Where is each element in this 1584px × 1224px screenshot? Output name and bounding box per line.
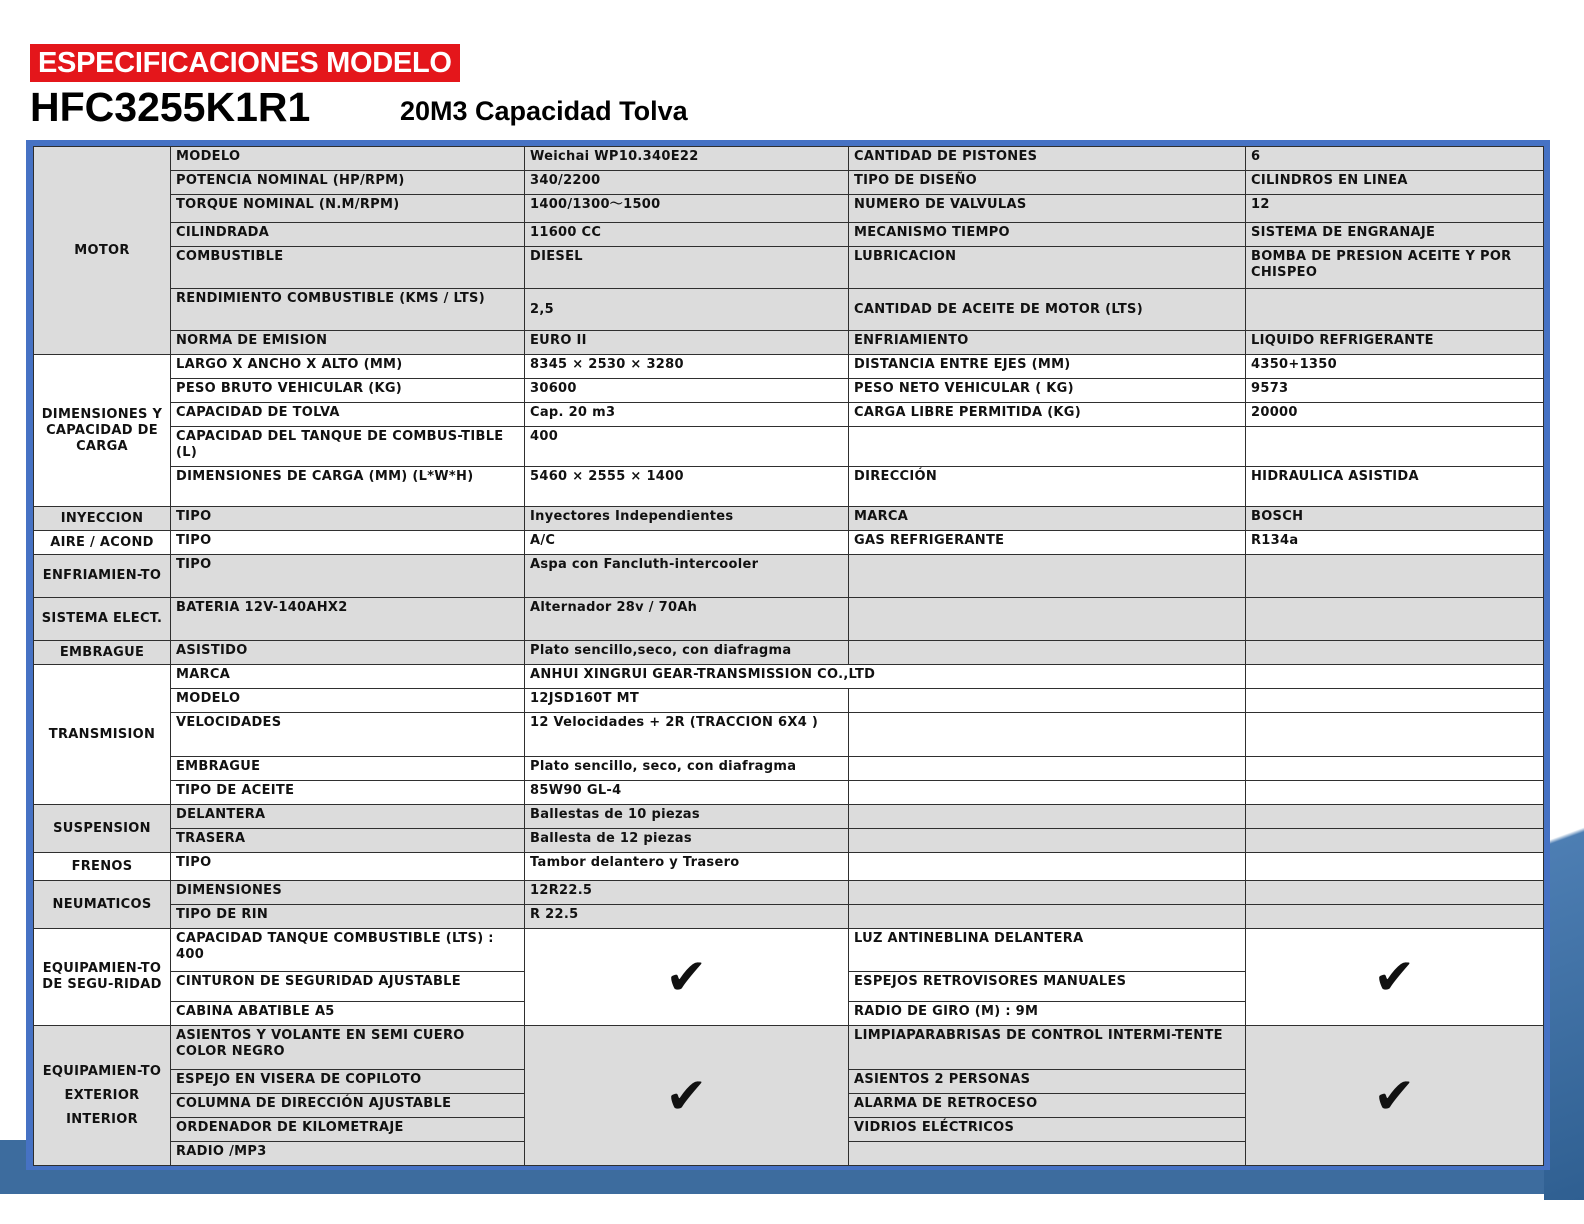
model-title: HFC3255K1R1 [30, 84, 311, 130]
spec-label: TIPO DE ACEITE [171, 781, 525, 805]
table-row [34, 555, 1544, 598]
table-row [34, 805, 1544, 829]
spec-value: ANHUI XINGRUI GEAR-TRANSMISSION CO.,LTD [525, 665, 1246, 689]
spec-value: Aspa con Fancluth-intercooler [525, 555, 849, 598]
spec-value: Cap. 20 m3 [525, 403, 849, 427]
table-row [34, 929, 1544, 972]
spec-value: LIQUIDO REFRIGERANTE [1246, 331, 1544, 355]
spec-label: RENDIMIENTO COMBUSTIBLE (KMS / LTS) [171, 289, 525, 331]
spec-label: TIPO [171, 555, 525, 598]
spec-value: HIDRAULICA ASISTIDA [1246, 467, 1544, 507]
table-row [34, 665, 1544, 689]
spec-banner: ESPECIFICACIONES MODELO [30, 44, 460, 82]
category-frenos: FRENOS [34, 853, 171, 881]
spec-value: 12R22.5 [525, 881, 849, 905]
spec-value: Ballestas de 10 piezas [525, 805, 849, 829]
table-row [34, 689, 1544, 713]
spec-value: 1400/1300～1500 [525, 195, 849, 223]
equipment-item: ASIENTOS Y VOLANTE EN SEMI CUERO COLOR NEGRO [171, 1026, 525, 1070]
empty-cell [1246, 829, 1544, 853]
spec-label: NUMERO DE VALVULAS [849, 195, 1246, 223]
spec-value: Inyectores Independientes [525, 507, 849, 531]
spec-value: DIESEL [525, 247, 849, 289]
equipment-item: VIDRIOS ELÉCTRICOS [849, 1118, 1246, 1142]
spec-label: DIMENSIONES [171, 881, 525, 905]
spec-label [849, 427, 1246, 467]
table-row [34, 905, 1544, 929]
empty-cell [1246, 853, 1544, 881]
equipment-item: ESPEJOS RETROVISORES MANUALES [849, 972, 1246, 1002]
spec-label: MODELO [171, 689, 525, 713]
table-row [34, 829, 1544, 853]
spec-label: COMBUSTIBLE [171, 247, 525, 289]
spec-label: CANTIDAD DE PISTONES [849, 147, 1246, 171]
spec-label: MARCA [171, 665, 525, 689]
spec-value: Weichai WP10.340E22 [525, 147, 849, 171]
empty-cell [1246, 905, 1544, 929]
spec-label: BATERIA 12V-140AHX2 [171, 598, 525, 641]
category-dimensiones: DIMENSIONES Y CAPACIDAD DE CARGA [34, 355, 171, 507]
spec-value: A/C [525, 531, 849, 555]
table-row [34, 713, 1544, 757]
spec-value [1246, 289, 1544, 331]
spec-label: TIPO DE RIN [171, 905, 525, 929]
spec-label: CILINDRADA [171, 223, 525, 247]
equipment-item: ESPEJO EN VISERA DE COPILOTO [171, 1070, 525, 1094]
table-row [34, 289, 1544, 331]
spec-value: 5460 × 2555 × 1400 [525, 467, 849, 507]
category-label: EXTERIOR [64, 1087, 140, 1103]
spec-value: Ballesta de 12 piezas [525, 829, 849, 853]
spec-value: EURO II [525, 331, 849, 355]
spec-value: 30600 [525, 379, 849, 403]
spec-label: TORQUE NOMINAL (N.M/RPM) [171, 195, 525, 223]
empty-cell [849, 689, 1246, 713]
empty-cell [1246, 555, 1544, 598]
check-icon: ✔ [525, 929, 849, 1026]
equipment-item: LIMPIAPARABRISAS DE CONTROL INTERMI-TENTE [849, 1026, 1246, 1070]
table-row [34, 195, 1544, 223]
spec-value: 85W90 GL-4 [525, 781, 849, 805]
empty-cell [849, 853, 1246, 881]
empty-cell [1246, 641, 1544, 665]
check-icon: ✔ [1246, 1026, 1544, 1166]
equipment-item: CABINA ABATIBLE A5 [171, 1002, 525, 1026]
spec-value: 6 [1246, 147, 1544, 171]
spec-label: NORMA DE EMISION [171, 331, 525, 355]
spec-table [33, 146, 1544, 1166]
equipment-item [849, 1142, 1246, 1166]
empty-cell [1246, 689, 1544, 713]
table-row [34, 403, 1544, 427]
spec-label: MODELO [171, 147, 525, 171]
check-icon: ✔ [525, 1026, 849, 1166]
category-exterior-interior [34, 1026, 171, 1166]
spec-label: ASISTIDO [171, 641, 525, 665]
table-row [34, 247, 1544, 289]
equipment-item: ASIENTOS 2 PERSONAS [849, 1070, 1246, 1094]
empty-cell [849, 829, 1246, 853]
spec-value: 2,5 [525, 289, 849, 331]
category-embrague: EMBRAGUE [34, 641, 171, 665]
empty-cell [849, 713, 1246, 757]
equipment-item: CINTURON DE SEGURIDAD AJUSTABLE [171, 972, 525, 1002]
spec-label: POTENCIA NOMINAL (HP/RPM) [171, 171, 525, 195]
category-motor: MOTOR [34, 147, 171, 355]
spec-label: TIPO DE DISEÑO [849, 171, 1246, 195]
spec-label: CAPACIDAD DE TOLVA [171, 403, 525, 427]
spec-label: DELANTERA [171, 805, 525, 829]
category-label: EQUIPAMIEN-TO [42, 1063, 162, 1079]
category-aire: AIRE / ACOND [34, 531, 171, 555]
spec-value: R 22.5 [525, 905, 849, 929]
equipment-item: CAPACIDAD TANQUE COMBUSTIBLE (LTS) : 400 [171, 929, 525, 972]
empty-cell [849, 881, 1246, 905]
table-row [34, 757, 1544, 781]
empty-cell [849, 905, 1246, 929]
table-row [34, 331, 1544, 355]
spec-value: R134a [1246, 531, 1544, 555]
table-row [34, 881, 1544, 905]
table-row [34, 147, 1544, 171]
equipment-item: ORDENADOR DE KILOMETRAJE [171, 1118, 525, 1142]
table-row [34, 467, 1544, 507]
equipment-item: COLUMNA DE DIRECCIÓN AJUSTABLE [171, 1094, 525, 1118]
spec-value [1246, 427, 1544, 467]
spec-label: TIPO [171, 531, 525, 555]
table-row [34, 171, 1544, 195]
empty-cell [849, 781, 1246, 805]
spec-value: Plato sencillo,seco, con diafragma [525, 641, 849, 665]
spec-label: TIPO [171, 853, 525, 881]
spec-label: GAS REFRIGERANTE [849, 531, 1246, 555]
table-row [34, 781, 1544, 805]
spec-value: 8345 × 2530 × 3280 [525, 355, 849, 379]
spec-label: VELOCIDADES [171, 713, 525, 757]
category-transmision: TRANSMISION [34, 665, 171, 805]
spec-value: Tambor delantero y Trasero [525, 853, 849, 881]
table-row [34, 427, 1544, 467]
table-row [34, 1026, 1544, 1070]
spec-value: 12 [1246, 195, 1544, 223]
spec-value: Plato sencillo, seco, con diafragma [525, 757, 849, 781]
table-row [34, 853, 1544, 881]
table-row [34, 641, 1544, 665]
category-seguridad: EQUIPAMIEN-TO DE SEGU-RIDAD [34, 929, 171, 1026]
empty-cell [1246, 805, 1544, 829]
spec-label: EMBRAGUE [171, 757, 525, 781]
spec-value: 340/2200 [525, 171, 849, 195]
equipment-item: ALARMA DE RETROCESO [849, 1094, 1246, 1118]
spec-label: PESO BRUTO VEHICULAR (KG) [171, 379, 525, 403]
spec-label: CANTIDAD DE ACEITE DE MOTOR (LTS) [849, 289, 1246, 331]
spec-value: 9573 [1246, 379, 1544, 403]
check-icon: ✔ [1246, 929, 1544, 1026]
spec-label: CARGA LIBRE PERMITIDA (KG) [849, 403, 1246, 427]
capacity-subtitle: 20M3 Capacidad Tolva [400, 96, 688, 126]
spec-value: 400 [525, 427, 849, 467]
spec-label: TIPO [171, 507, 525, 531]
empty-cell [849, 805, 1246, 829]
spec-value: 12 Velocidades + 2R (TRACCION 6X4 ) [525, 713, 849, 757]
spec-value: 11600 CC [525, 223, 849, 247]
spec-value: SISTEMA DE ENGRANAJE [1246, 223, 1544, 247]
spec-value: 4350+1350 [1246, 355, 1544, 379]
category-suspension: SUSPENSION [34, 805, 171, 853]
empty-cell [849, 555, 1246, 598]
spec-value: Alternador 28v / 70Ah [525, 598, 849, 641]
table-row [34, 507, 1544, 531]
table-row [34, 531, 1544, 555]
empty-cell [1246, 598, 1544, 641]
spec-label: DIMENSIONES DE CARGA (MM) (L*W*H) [171, 467, 525, 507]
empty-cell [1246, 881, 1544, 905]
equipment-item: LUZ ANTINEBLINA DELANTERA [849, 929, 1246, 972]
spec-label: TRASERA [171, 829, 525, 853]
spec-label: LARGO X ANCHO X ALTO (MM) [171, 355, 525, 379]
spec-label: MECANISMO TIEMPO [849, 223, 1246, 247]
spec-value: BOMBA DE PRESION ACEITE Y POR CHISPEO [1246, 247, 1544, 289]
category-inyeccion: INYECCION [34, 507, 171, 531]
empty-cell [849, 757, 1246, 781]
category-label: INTERIOR [66, 1111, 138, 1127]
spec-label: ENFRIAMIENTO [849, 331, 1246, 355]
empty-cell [849, 598, 1246, 641]
spec-value: 12JSD160T MT [525, 689, 849, 713]
spec-value: CILINDROS EN LINEA [1246, 171, 1544, 195]
empty-cell [1246, 713, 1544, 757]
category-enfriamiento: ENFRIAMIEN-TO [34, 555, 171, 598]
category-neumaticos: NEUMATICOS [34, 881, 171, 929]
spec-label: PESO NETO VEHICULAR ( KG) [849, 379, 1246, 403]
equipment-item: RADIO DE GIRO (M) : 9M [849, 1002, 1246, 1026]
spec-value: BOSCH [1246, 507, 1544, 531]
spec-label: DISTANCIA ENTRE EJES (MM) [849, 355, 1246, 379]
table-row [34, 379, 1544, 403]
category-sistema: SISTEMA ELECT. [34, 598, 171, 641]
table-row [34, 223, 1544, 247]
empty-cell [1246, 781, 1544, 805]
spec-label: MARCA [849, 507, 1246, 531]
spec-label: LUBRICACION [849, 247, 1246, 289]
table-row [34, 598, 1544, 641]
spec-label: DIRECCIÓN [849, 467, 1246, 507]
empty-cell [1246, 757, 1544, 781]
empty-cell [849, 641, 1246, 665]
background-wave [1544, 760, 1584, 1200]
spec-value: 20000 [1246, 403, 1544, 427]
equipment-item: RADIO /MP3 [171, 1142, 525, 1166]
table-row [34, 355, 1544, 379]
spec-label: CAPACIDAD DEL TANQUE DE COMBUS-TIBLE (L) [171, 427, 525, 467]
empty-cell [1246, 665, 1544, 689]
